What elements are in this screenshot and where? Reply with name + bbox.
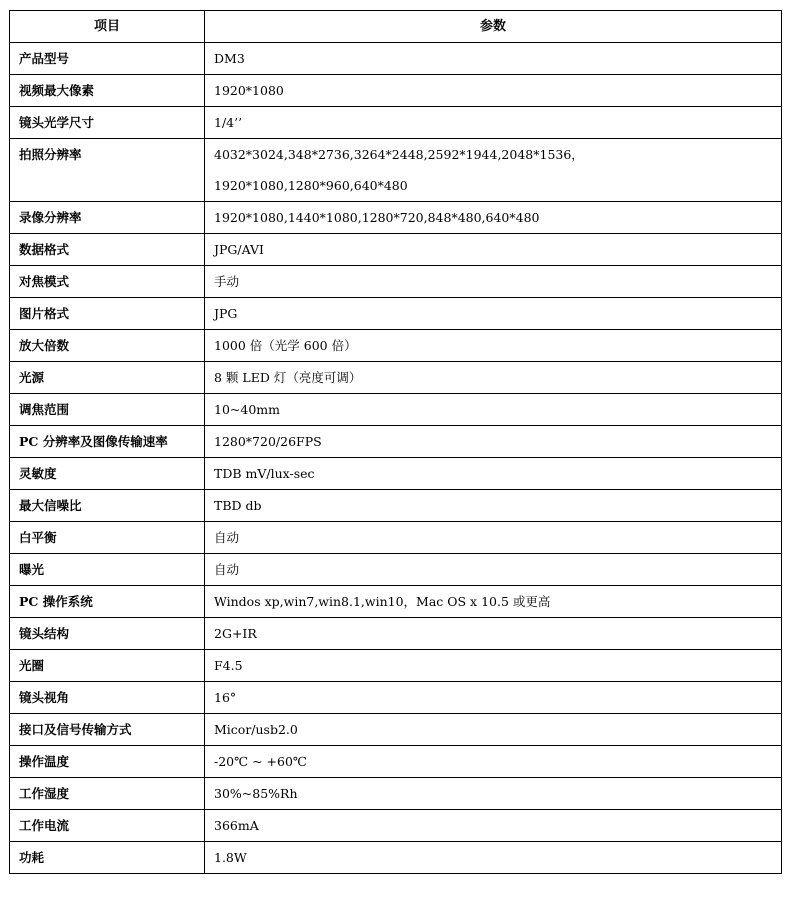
spec-name: 对焦模式 bbox=[10, 266, 205, 298]
spec-value: TBD db bbox=[205, 490, 782, 522]
spec-value: 手动 bbox=[205, 266, 782, 298]
table-row bbox=[10, 714, 782, 746]
table-row bbox=[10, 298, 782, 330]
spec-name: 接口及信号传输方式 bbox=[10, 714, 205, 746]
table-row bbox=[10, 458, 782, 490]
spec-value: 1/4’’ bbox=[205, 107, 782, 139]
spec-value: 1280*720/26FPS bbox=[205, 426, 782, 458]
spec-value: 8 颗 LED 灯（亮度可调） bbox=[205, 362, 782, 394]
spec-name: 视频最大像素 bbox=[10, 75, 205, 107]
spec-name: 图片格式 bbox=[10, 298, 205, 330]
spec-value: 30%~85%Rh bbox=[205, 778, 782, 810]
table-row bbox=[10, 362, 782, 394]
spec-value: Windos xp,win7,win8.1,win10，Mac OS x 10.5 或更高 bbox=[205, 586, 782, 618]
table-row bbox=[10, 43, 782, 75]
table-row bbox=[10, 746, 782, 778]
spec-value: F4.5 bbox=[205, 650, 782, 682]
spec-name: 镜头视角 bbox=[10, 682, 205, 714]
table-row bbox=[10, 586, 782, 618]
spec-value: 1.8W bbox=[205, 842, 782, 874]
table-row bbox=[10, 554, 782, 586]
table-row bbox=[10, 426, 782, 458]
table-row bbox=[10, 234, 782, 266]
spec-value: 1000 倍（光学 600 倍） bbox=[205, 330, 782, 362]
spec-value: DM3 bbox=[205, 43, 782, 75]
spec-value: 1920*1080,1440*1080,1280*720,848*480,640*480 bbox=[205, 202, 782, 234]
spec-name: 灵敏度 bbox=[10, 458, 205, 490]
header-item: 项目 bbox=[10, 11, 205, 43]
spec-value: -20℃ ~ +60℃ bbox=[205, 746, 782, 778]
spec-value: 16° bbox=[205, 682, 782, 714]
spec-name: 镜头结构 bbox=[10, 618, 205, 650]
spec-name: PC 分辨率及图像传输速率 bbox=[10, 426, 205, 458]
spec-value: 1920*1080 bbox=[205, 75, 782, 107]
spec-name: 光源 bbox=[10, 362, 205, 394]
spec-value: TDB mV/lux-sec bbox=[205, 458, 782, 490]
table-row bbox=[10, 394, 782, 426]
spec-name: 镜头光学尺寸 bbox=[10, 107, 205, 139]
spec-value: Micor/usb2.0 bbox=[205, 714, 782, 746]
table-row bbox=[10, 650, 782, 682]
table-row bbox=[10, 266, 782, 298]
spec-table bbox=[9, 10, 782, 874]
spec-name: 最大信噪比 bbox=[10, 490, 205, 522]
table-row bbox=[10, 75, 782, 107]
spec-value-line: 1920*1080,1280*960,640*480 bbox=[214, 178, 408, 193]
header-parameter: 参数 bbox=[205, 11, 782, 43]
spec-name: 功耗 bbox=[10, 842, 205, 874]
spec-name: 工作湿度 bbox=[10, 778, 205, 810]
table-row bbox=[10, 810, 782, 842]
table-row bbox=[10, 107, 782, 139]
spec-name: 曝光 bbox=[10, 554, 205, 586]
spec-name: 放大倍数 bbox=[10, 330, 205, 362]
table-row bbox=[10, 490, 782, 522]
table-row bbox=[10, 682, 782, 714]
table-row bbox=[10, 139, 782, 202]
spec-value: 2G+IR bbox=[205, 618, 782, 650]
table-row bbox=[10, 330, 782, 362]
table-row bbox=[10, 202, 782, 234]
spec-name: 白平衡 bbox=[10, 522, 205, 554]
spec-value: 自动 bbox=[205, 554, 782, 586]
table-row bbox=[10, 618, 782, 650]
table-row bbox=[10, 522, 782, 554]
spec-name: PC 操作系统 bbox=[10, 586, 205, 618]
spec-value bbox=[205, 139, 782, 202]
spec-name: 数据格式 bbox=[10, 234, 205, 266]
spec-value: 10~40mm bbox=[205, 394, 782, 426]
spec-name: 录像分辨率 bbox=[10, 202, 205, 234]
spec-name: 操作温度 bbox=[10, 746, 205, 778]
spec-name: 工作电流 bbox=[10, 810, 205, 842]
spec-value: JPG/AVI bbox=[205, 234, 782, 266]
spec-name: 产品型号 bbox=[10, 43, 205, 75]
header-row bbox=[10, 11, 782, 43]
spec-value: 366mA bbox=[205, 810, 782, 842]
spec-value: JPG bbox=[205, 298, 782, 330]
spec-name: 拍照分辨率 bbox=[10, 139, 205, 202]
spec-body bbox=[10, 43, 782, 874]
spec-name: 调焦范围 bbox=[10, 394, 205, 426]
spec-value: 自动 bbox=[205, 522, 782, 554]
table-row bbox=[10, 842, 782, 874]
table-row bbox=[10, 778, 782, 810]
spec-value-line: 4032*3024,348*2736,3264*2448,2592*1944,2048*1536， bbox=[214, 147, 584, 162]
spec-name: 光圈 bbox=[10, 650, 205, 682]
